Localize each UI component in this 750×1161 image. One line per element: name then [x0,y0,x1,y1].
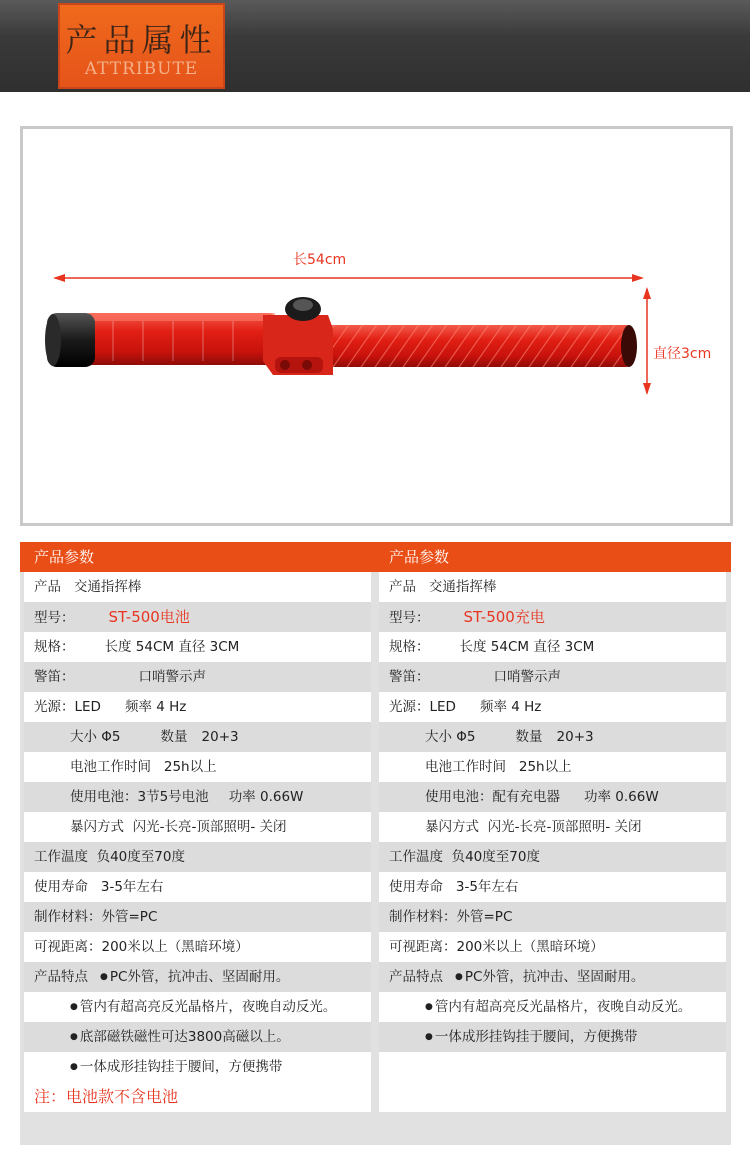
header-subtitle: ATTRIBUTE [84,59,199,79]
length-dimension-arrow [53,274,644,282]
spec-row-visibility: 可视距离：200米以上（黑暗环境） [24,932,371,962]
spec-row-product: 产品 交通指挥棒 [379,572,726,602]
spec-row-visibility: 可视距离：200米以上（黑暗环境） [379,932,726,962]
spec-row-feature-2: ● 管内有超高亮反光晶格片，夜晚自动反光。 [379,992,726,1022]
spec-row-flash: 暴闪方式 闪光-长亮-顶部照明- 关闭 [379,812,726,842]
baton-illustration [23,129,730,523]
spec-row-empty [379,1052,726,1082]
spec-row-feature-1: 产品特点 ● PC外管，抗冲击、坚固耐用。 [379,962,726,992]
spec-row-feature-1: 产品特点 ● PC外管，抗冲击、坚固耐用。 [24,962,371,992]
spec-row-note [24,1082,371,1112]
length-label: 长54cm [293,252,347,268]
battery-note: 注：电池款不含电池 [34,1087,179,1106]
spec-row-feature-3: ● 一体成形挂钩挂于腰间，方便携带 [379,1022,726,1052]
attribute-badge [58,3,225,89]
spec-row-product: 产品 交通指挥棒 [24,572,371,602]
spec-row-flash: 暴闪方式 闪光-长亮-顶部照明- 关闭 [24,812,371,842]
spec-row-temperature: 工作温度 负40度至70度 [24,842,371,872]
spec-row-whistle: 警笛： 口哨警示声 [379,662,726,692]
spec-row-model: 型号： ST-500充电 [379,602,726,632]
spec-row-led: 大小 Φ5 数量 20+3 [24,722,371,752]
spec-column-header: 产品参数 [34,548,95,566]
spec-row-size: 规格： 长度 54CM 直径 3CM [24,632,371,662]
spec-row-light: 光源：LED 频率 4 Hz [379,692,726,722]
spec-row-feature-4: ● 一体成形挂钩挂于腰间，方便携带 [24,1052,371,1082]
product-image-frame [20,126,733,526]
spec-row-temperature: 工作温度 负40度至70度 [379,842,726,872]
diameter-dimension-arrow [643,287,651,395]
header-band [0,0,750,92]
spec-column-rechargeable [379,542,726,1112]
spec-row-battery-use: 使用电池：配有充电器 功率 0.66W [379,782,726,812]
header-title: 产品属性 [65,21,218,59]
spec-row-material: 制作材料：外管=PC [379,902,726,932]
model-value: ST-500电池 [108,608,190,626]
spec-row-light: 光源：LED 频率 4 Hz [24,692,371,722]
spec-row-lifespan: 使用寿命 3-5年左右 [379,872,726,902]
spec-column-header: 产品参数 [389,548,450,566]
spec-row-battery-use: 使用电池：3节5号电池 功率 0.66W [24,782,371,812]
spec-row-whistle: 警笛： 口哨警示声 [24,662,371,692]
spec-row-model: 型号： ST-500电池 [24,602,371,632]
spec-row-lifespan: 使用寿命 3-5年左右 [24,872,371,902]
model-value: ST-500充电 [463,608,545,626]
spec-row-feature-3: ● 底部磁铁磁性可达3800高磁以上。 [24,1022,371,1052]
spec-row-size: 规格： 长度 54CM 直径 3CM [379,632,726,662]
diameter-label: 直径3cm [653,346,712,362]
spec-row-empty [379,1082,726,1112]
spec-row-battery-life: 电池工作时间 25h以上 [379,752,726,782]
spec-row-material: 制作材料：外管=PC [24,902,371,932]
spec-row-feature-2: ● 管内有超高亮反光晶格片，夜晚自动反光。 [24,992,371,1022]
spec-row-battery-life: 电池工作时间 25h以上 [24,752,371,782]
spec-panel [20,542,731,1145]
spec-row-led: 大小 Φ5 数量 20+3 [379,722,726,752]
spec-column-battery [24,542,371,1112]
